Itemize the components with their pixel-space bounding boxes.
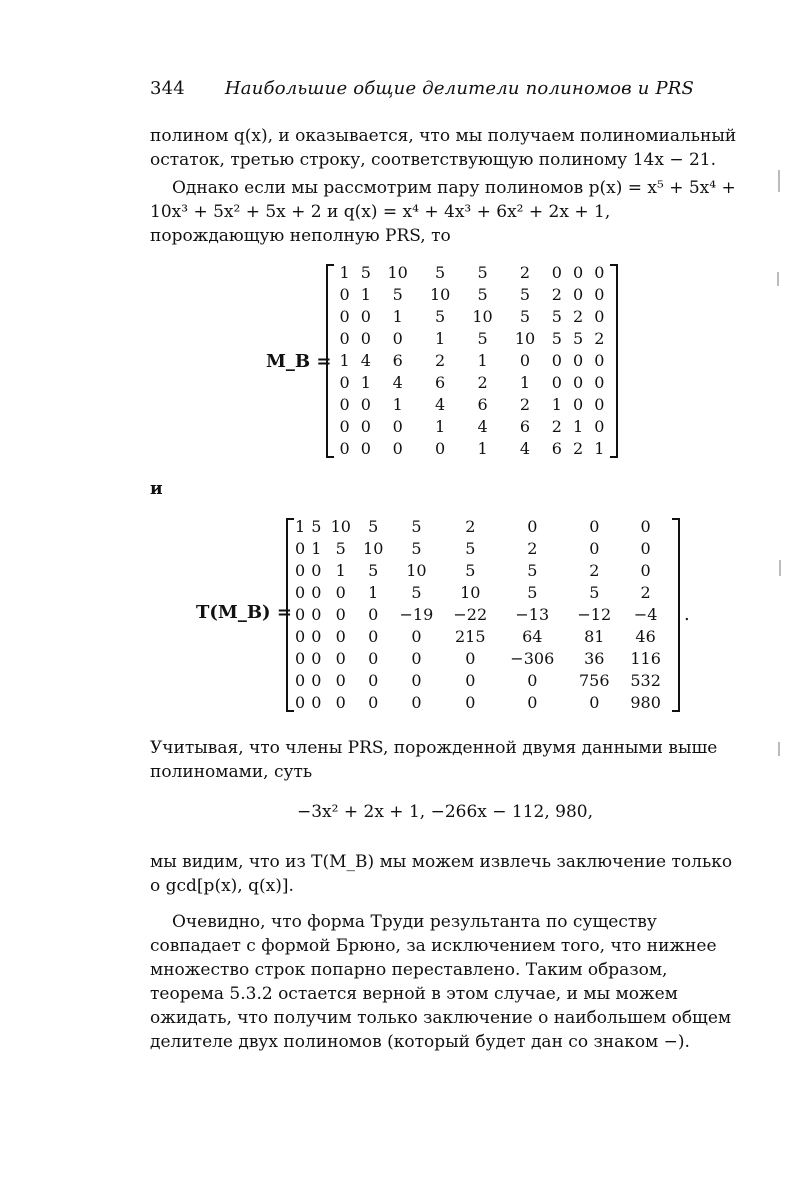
matrix-cell: 0 bbox=[311, 561, 322, 580]
matrix-cell: 4 bbox=[392, 373, 403, 392]
matrix-cell: 0 bbox=[339, 307, 350, 326]
matrix-cell: 4 bbox=[477, 417, 488, 436]
matrix-cell: 0 bbox=[392, 439, 403, 458]
matrix-cell: 4 bbox=[519, 439, 531, 458]
matrix-cell: 0 bbox=[589, 693, 600, 712]
matrix-cell: 0 bbox=[368, 649, 379, 668]
matrix-cell: 0 bbox=[339, 439, 350, 458]
matrix-cell: 0 bbox=[335, 649, 346, 668]
running-header bbox=[150, 78, 694, 99]
paragraph-1: полином q(x), и оказывается, что мы получаем полиномиальный остаток, третью строку, соответствующую полиному 14x − 21. bbox=[150, 126, 737, 170]
matrix-cell: 5 bbox=[519, 307, 531, 326]
matrix-cell: 116 bbox=[630, 649, 661, 668]
matrix-cell: 10 bbox=[472, 307, 493, 326]
matrix-2-period: . bbox=[684, 604, 690, 625]
matrix-cell: 2 bbox=[551, 417, 562, 436]
matrix-cell: −306 bbox=[510, 649, 555, 668]
matrix-cell: 5 bbox=[411, 517, 422, 536]
paragraph-5: Очевидно, что форма Труди результанта по существу совпадает с формой Брюно, за исключением того, что нижнее множество строк попарно переставлено. Таким образом, теорема 5.3.2 остается верной в этом случае, и мы можем ожидать, что получим только заключение о наибольшем общем делителе двух полиномов (который будет дан со знаком −). bbox=[150, 912, 732, 1052]
matrix-cell: 0 bbox=[311, 627, 322, 646]
matrix-2 bbox=[292, 516, 670, 714]
matrix-cell: 1 bbox=[435, 417, 446, 436]
matrix-cell: 0 bbox=[640, 561, 651, 580]
matrix-cell: 0 bbox=[335, 605, 346, 624]
matrix-cell: 5 bbox=[392, 285, 403, 304]
matrix-cell: −12 bbox=[577, 605, 612, 624]
matrix-cell: 0 bbox=[311, 671, 322, 690]
matrix-cell: 1 bbox=[551, 395, 562, 414]
matrix-cell: 1 bbox=[477, 439, 488, 458]
matrix-cell: 5 bbox=[589, 583, 600, 602]
matrix-1 bbox=[334, 262, 610, 460]
matrix-cell: 0 bbox=[339, 395, 350, 414]
matrix-cell: 2 bbox=[435, 351, 446, 370]
matrix-cell: 0 bbox=[527, 671, 538, 690]
matrix-cell: 5 bbox=[411, 539, 422, 558]
matrix-cell: 5 bbox=[465, 561, 476, 580]
matrix-cell: 0 bbox=[527, 693, 538, 712]
scan-speck bbox=[777, 272, 779, 286]
matrix-cell: 0 bbox=[295, 539, 306, 558]
matrix-cell: 0 bbox=[572, 373, 584, 392]
matrix-cell: 64 bbox=[522, 627, 543, 646]
matrix-cell: 0 bbox=[551, 351, 562, 370]
matrix-cell: 0 bbox=[572, 285, 584, 304]
matrix-row bbox=[334, 350, 610, 372]
matrix-cell: 5 bbox=[368, 517, 379, 536]
matrix-cell: 1 bbox=[435, 329, 446, 348]
matrix-2-right-bracket bbox=[672, 518, 680, 712]
matrix-cell: 0 bbox=[594, 307, 605, 326]
matrix-cell: 0 bbox=[311, 583, 322, 602]
matrix-cell: 10 bbox=[514, 329, 536, 348]
matrix-cell: 5 bbox=[527, 583, 538, 602]
matrix-cell: 0 bbox=[392, 329, 403, 348]
matrix-cell: −22 bbox=[453, 605, 488, 624]
matrix-1-left-bracket bbox=[326, 264, 334, 458]
matrix-cell: 0 bbox=[360, 329, 371, 348]
matrix-cell: 0 bbox=[295, 605, 306, 624]
matrix-row bbox=[292, 582, 670, 604]
matrix-cell: 0 bbox=[339, 417, 350, 436]
prs-terms-equation: −3x² + 2x + 1, −266x − 112, 980, bbox=[296, 802, 594, 822]
matrix-cell: 2 bbox=[551, 285, 562, 304]
matrix-cell: 0 bbox=[368, 693, 379, 712]
matrix-cell: 10 bbox=[363, 539, 384, 558]
matrix-row bbox=[292, 604, 670, 626]
matrix-cell: 0 bbox=[339, 285, 350, 304]
matrix-cell: 5 bbox=[411, 583, 422, 602]
matrix-cell: 5 bbox=[360, 263, 371, 282]
matrix-cell: 0 bbox=[465, 693, 476, 712]
matrix-cell: 1 bbox=[594, 439, 605, 458]
matrix-cell: 5 bbox=[335, 539, 346, 558]
matrix-cell: −13 bbox=[515, 605, 550, 624]
matrix-cell: 1 bbox=[572, 417, 584, 436]
matrix-cell: 46 bbox=[635, 627, 656, 646]
matrix-cell: 0 bbox=[411, 693, 422, 712]
matrix-cell: 4 bbox=[360, 351, 371, 370]
matrix-cell: 36 bbox=[584, 649, 605, 668]
matrix-cell: 0 bbox=[368, 671, 379, 690]
matrix-cell: 0 bbox=[411, 649, 422, 668]
matrix-cell: 2 bbox=[519, 395, 531, 414]
matrix-cell: 0 bbox=[572, 395, 584, 414]
matrix-cell: 0 bbox=[572, 263, 584, 282]
matrix-cell: 0 bbox=[311, 693, 322, 712]
matrix-row bbox=[292, 648, 670, 670]
matrix-cell: 756 bbox=[579, 671, 610, 690]
matrix-cell: 6 bbox=[435, 373, 446, 392]
scan-speck bbox=[778, 170, 780, 192]
matrix-cell: 1 bbox=[392, 307, 403, 326]
matrix-cell: 5 bbox=[435, 263, 446, 282]
matrix-cell: 1 bbox=[311, 539, 322, 558]
matrix-cell: 0 bbox=[392, 417, 403, 436]
matrix-2-label: T(M_B) = bbox=[196, 602, 292, 623]
matrix-cell: 0 bbox=[465, 671, 476, 690]
matrix-cell: 532 bbox=[630, 671, 661, 690]
matrix-row bbox=[334, 438, 610, 460]
matrix-row bbox=[334, 262, 610, 284]
matrix-cell: 0 bbox=[311, 605, 322, 624]
matrix-cell: 0 bbox=[335, 693, 346, 712]
matrix-cell: 5 bbox=[435, 307, 446, 326]
matrix-cell: 0 bbox=[339, 329, 350, 348]
matrix-cell: 0 bbox=[551, 263, 562, 282]
matrix-row bbox=[292, 560, 670, 582]
matrix-cell: 0 bbox=[589, 517, 600, 536]
matrix-cell: 0 bbox=[572, 351, 584, 370]
matrix-cell: 1 bbox=[392, 395, 403, 414]
matrix-cell: 0 bbox=[368, 605, 379, 624]
matrix-cell: 1 bbox=[360, 373, 371, 392]
matrix-cell: 2 bbox=[572, 439, 584, 458]
matrix-row bbox=[292, 538, 670, 560]
matrix-cell: 0 bbox=[594, 351, 605, 370]
matrix-cell: 5 bbox=[477, 285, 488, 304]
matrix-row bbox=[334, 306, 610, 328]
matrix-row bbox=[292, 516, 670, 538]
matrix-cell: 6 bbox=[392, 351, 403, 370]
matrix-cell: 0 bbox=[311, 649, 322, 668]
matrix-cell: 0 bbox=[368, 627, 379, 646]
matrix-cell: 10 bbox=[460, 583, 481, 602]
running-title: Наибольшие общие делители полиномов и PRS bbox=[224, 78, 695, 99]
matrix-cell: 0 bbox=[335, 583, 346, 602]
matrix-cell: 0 bbox=[335, 671, 346, 690]
matrix-cell: 2 bbox=[594, 329, 605, 348]
matrix-cell: 2 bbox=[477, 373, 488, 392]
matrix-row bbox=[334, 394, 610, 416]
matrix-cell: 5 bbox=[311, 517, 322, 536]
matrix-cell: 5 bbox=[477, 263, 488, 282]
matrix-cell: 5 bbox=[368, 561, 379, 580]
matrix-cell: 0 bbox=[527, 517, 538, 536]
matrix-cell: 5 bbox=[527, 561, 538, 580]
matrix-cell: 0 bbox=[295, 583, 306, 602]
matrix-row bbox=[292, 670, 670, 692]
matrix-cell: 5 bbox=[519, 285, 531, 304]
matrix-cell: 0 bbox=[519, 351, 531, 370]
paragraph-4: мы видим, что из T(M_B) мы можем извлечь заключение только о gcd[p(x), q(x)]. bbox=[150, 852, 733, 896]
conjunction: и bbox=[150, 479, 163, 499]
matrix-cell: 0 bbox=[640, 517, 651, 536]
matrix-1-label: M_B = bbox=[266, 351, 332, 372]
matrix-row bbox=[292, 626, 670, 648]
page-number: 344 bbox=[150, 78, 185, 99]
matrix-cell: 0 bbox=[640, 539, 651, 558]
matrix-cell: 10 bbox=[429, 285, 451, 304]
matrix-cell: 2 bbox=[572, 307, 584, 326]
matrix-cell: −4 bbox=[633, 605, 658, 624]
matrix-row bbox=[334, 372, 610, 394]
matrix-cell: 2 bbox=[640, 583, 651, 602]
matrix-cell: 0 bbox=[594, 263, 605, 282]
matrix-cell: 0 bbox=[295, 627, 306, 646]
matrix-cell: 1 bbox=[477, 351, 488, 370]
matrix-cell: 0 bbox=[465, 649, 476, 668]
matrix-cell: 4 bbox=[435, 395, 446, 414]
matrix-cell: 0 bbox=[360, 417, 371, 436]
matrix-cell: 0 bbox=[435, 439, 446, 458]
matrix-cell: 2 bbox=[589, 561, 600, 580]
matrix-cell: 0 bbox=[594, 373, 605, 392]
matrix-cell: 1 bbox=[339, 263, 350, 282]
scan-speck bbox=[778, 742, 780, 756]
matrix-cell: 0 bbox=[589, 539, 600, 558]
matrix-row bbox=[334, 284, 610, 306]
matrix-cell: 5 bbox=[551, 307, 562, 326]
matrix-cell: 5 bbox=[551, 329, 562, 348]
matrix-cell: 0 bbox=[360, 439, 371, 458]
matrix-cell: −19 bbox=[399, 605, 434, 624]
matrix-cell: 0 bbox=[335, 627, 346, 646]
paragraph-3: Учитывая, что члены PRS, порожденной двумя данными выше полиномами, суть bbox=[150, 738, 718, 782]
matrix-cell: 0 bbox=[295, 693, 306, 712]
matrix-cell: 0 bbox=[360, 307, 371, 326]
matrix-row bbox=[334, 416, 610, 438]
matrix-row bbox=[292, 692, 670, 714]
matrix-cell: 10 bbox=[330, 517, 351, 536]
matrix-cell: 0 bbox=[411, 671, 422, 690]
matrix-row bbox=[334, 328, 610, 350]
paragraph-2: Однако если мы рассмотрим пару полиномов p(x) = x⁵ + 5x⁴ + 10x³ + 5x² + 5x + 2 и q(x) = x⁴ + 4x³ + 6x² + 2x + 1, порождающую неполную PRS, то bbox=[150, 178, 736, 246]
matrix-cell: 0 bbox=[360, 395, 371, 414]
matrix-cell: 0 bbox=[594, 285, 605, 304]
matrix-cell: 980 bbox=[630, 693, 661, 712]
matrix-cell: 81 bbox=[584, 627, 605, 646]
matrix-cell: 2 bbox=[519, 263, 531, 282]
matrix-1-right-bracket bbox=[610, 264, 618, 458]
matrix-cell: 1 bbox=[519, 373, 531, 392]
matrix-cell: 0 bbox=[411, 627, 422, 646]
matrix-cell: 5 bbox=[572, 329, 584, 348]
matrix-cell: 0 bbox=[594, 417, 605, 436]
matrix-cell: 5 bbox=[477, 329, 488, 348]
matrix-cell: 5 bbox=[465, 539, 476, 558]
matrix-cell: 1 bbox=[335, 561, 346, 580]
matrix-cell: 1 bbox=[339, 351, 350, 370]
matrix-cell: 2 bbox=[465, 517, 476, 536]
matrix-cell: 1 bbox=[360, 285, 371, 304]
matrix-cell: 1 bbox=[295, 517, 306, 536]
matrix-cell: 0 bbox=[295, 561, 306, 580]
matrix-cell: 0 bbox=[594, 395, 605, 414]
matrix-cell: 0 bbox=[551, 373, 562, 392]
matrix-cell: 215 bbox=[455, 627, 486, 646]
matrix-cell: 0 bbox=[339, 373, 350, 392]
matrix-cell: 0 bbox=[295, 649, 306, 668]
matrix-cell: 6 bbox=[477, 395, 488, 414]
matrix-cell: 1 bbox=[368, 583, 379, 602]
matrix-cell: 10 bbox=[406, 561, 427, 580]
matrix-cell: 6 bbox=[519, 417, 531, 436]
matrix-cell: 10 bbox=[387, 263, 408, 282]
matrix-cell: 6 bbox=[551, 439, 562, 458]
matrix-cell: 0 bbox=[295, 671, 306, 690]
matrix-cell: 2 bbox=[527, 539, 538, 558]
scan-speck bbox=[779, 560, 781, 576]
